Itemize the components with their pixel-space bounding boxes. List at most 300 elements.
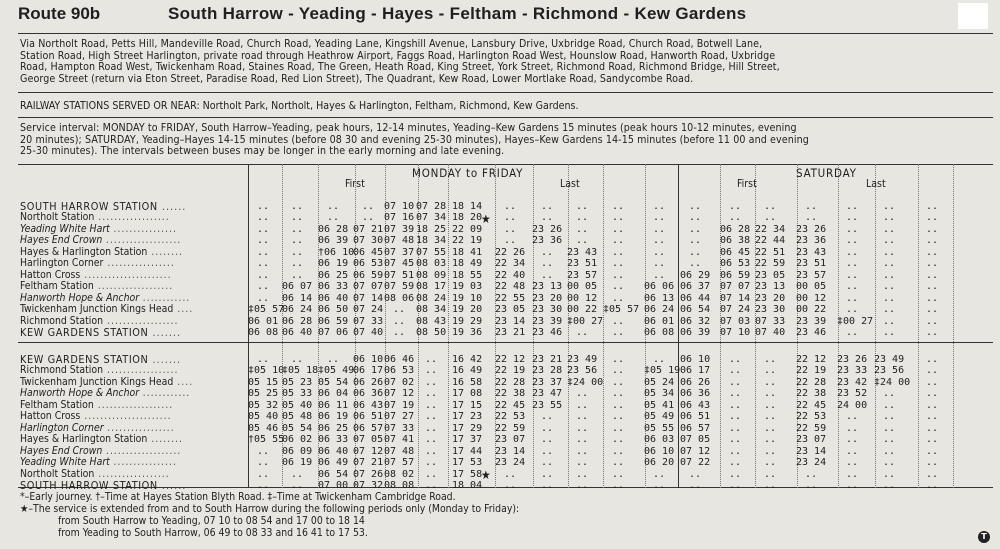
time-cell: ..	[611, 258, 625, 270]
time-cell: ..	[290, 269, 304, 281]
time-cell: ..	[611, 235, 625, 247]
time-cell: ..	[728, 422, 742, 434]
time-cell: 07 40	[755, 326, 786, 338]
stop-label	[20, 388, 191, 399]
time-cell: 22 59	[495, 422, 526, 434]
time-cell: ..	[688, 468, 702, 480]
time-cell: 06 38	[720, 235, 751, 247]
time-cell: 17 53	[452, 457, 483, 469]
time-cell: ..	[652, 258, 666, 270]
time-cell: 23 24	[495, 457, 526, 469]
time-cell: ..	[804, 479, 818, 491]
time-cell: ..	[845, 434, 859, 446]
time-cell: ..	[540, 445, 554, 457]
time-cell: 05 55	[644, 422, 675, 434]
time-cell: 22 48	[495, 281, 526, 293]
time-cell: 06 40	[318, 292, 349, 304]
stop-name: Hayes End Crown	[20, 234, 103, 247]
time-cell: ..	[424, 388, 438, 400]
time-cell: ..	[611, 365, 625, 377]
time-cell: ..	[611, 269, 625, 281]
stop-name: KEW GARDENS STATION	[20, 353, 149, 366]
time-cell: ..	[503, 201, 517, 212]
time-cell: ..	[361, 212, 375, 224]
time-cell: 23 05	[755, 269, 786, 281]
stop-label	[20, 400, 173, 411]
stop-label	[20, 258, 175, 269]
via-text	[20, 39, 995, 85]
railway-rule	[18, 117, 993, 118]
time-cell: ..	[925, 326, 939, 338]
stop-label	[20, 281, 173, 292]
time-cell: ..	[611, 354, 625, 365]
time-cell: ..	[882, 411, 896, 423]
time-cell: 07 57	[384, 457, 415, 469]
time-cell: 07 27	[384, 411, 415, 423]
time-cell: ..	[290, 354, 304, 365]
time-cell: ..	[845, 246, 859, 258]
time-cell: 23 05	[495, 304, 526, 316]
stop-name: Yeading White Hart	[20, 456, 110, 469]
time-cell: ..	[688, 479, 702, 491]
time-cell: 23 51	[796, 258, 827, 270]
time-cell: ..	[882, 258, 896, 270]
time-cell: 23 39	[532, 315, 563, 327]
time-cell: 22 34	[495, 258, 526, 270]
time-cell: ..	[882, 304, 896, 316]
time-cell: 23 42	[837, 376, 868, 388]
time-cell: ..	[361, 201, 375, 212]
time-cell: 18 55	[452, 269, 483, 281]
time-cell: ..	[575, 422, 589, 434]
time-cell: 17 44	[452, 445, 483, 457]
time-cell: ..	[611, 388, 625, 400]
time-cell: ..	[728, 365, 742, 377]
time-cell: 07 07	[353, 281, 384, 293]
time-cell: 23 26	[532, 223, 563, 235]
time-cell: ..	[611, 479, 625, 491]
time-cell: 05 41	[644, 399, 675, 411]
time-cell: ..	[424, 479, 438, 491]
time-cell: 23 43	[796, 246, 827, 258]
star-marker: ★	[481, 468, 491, 482]
leader-dots: ..................	[103, 364, 179, 377]
time-cell: 07 24	[353, 304, 384, 316]
time-cell: ..	[845, 411, 859, 423]
time-cell: 06 01	[644, 315, 675, 327]
time-cell: ..	[728, 354, 742, 365]
time-cell: †05 55	[248, 434, 285, 446]
direction-divider	[18, 342, 993, 343]
time-cell: ..	[392, 304, 406, 316]
time-cell: 06 06	[644, 281, 675, 293]
stop-name: SOUTH HARROW STATION	[20, 478, 158, 492]
stop-label	[20, 377, 193, 388]
time-cell: 07 03	[720, 315, 751, 327]
time-cell: ‡05 19	[644, 365, 681, 377]
time-cell: 22 09	[452, 223, 483, 235]
time-cell: ..	[763, 354, 777, 365]
time-cell: 06 54	[318, 468, 349, 480]
time-cell: 07 14	[353, 292, 384, 304]
header	[18, 4, 948, 28]
time-cell: 22 53	[796, 411, 827, 423]
time-cell: ..	[575, 457, 589, 469]
service-line: 25-30 minutes). The intervals between buses may be longer in the early morning and late evening.	[20, 145, 505, 158]
time-cell: 05 24	[644, 376, 675, 388]
time-cell: 06 28	[720, 223, 751, 235]
time-cell: ..	[652, 479, 666, 491]
time-cell: ..	[424, 422, 438, 434]
time-cell: 06 45	[720, 246, 751, 258]
time-cell: 00 05	[567, 281, 598, 293]
time-cell: ..	[392, 326, 406, 338]
time-cell: 23 43	[567, 246, 598, 258]
time-cell: 06 53	[384, 365, 415, 377]
time-cell: 23 57	[796, 269, 827, 281]
stop-label	[20, 423, 175, 434]
time-cell: ..	[882, 388, 896, 400]
time-cell: ..	[804, 212, 818, 224]
time-cell: 07 06	[318, 326, 349, 338]
time-cell: ..	[503, 235, 517, 247]
stop-name: Northolt Station	[20, 467, 95, 480]
time-cell: 06 10	[353, 354, 384, 365]
time-cell: ..	[575, 326, 589, 338]
time-cell: ..	[540, 258, 554, 270]
time-cell: 23 37	[532, 376, 563, 388]
time-cell: ..	[424, 354, 438, 365]
time-cell: 19 29	[452, 315, 483, 327]
time-cell: 16 58	[452, 376, 483, 388]
time-cell: 07 05	[353, 434, 384, 446]
time-cell: ..	[882, 246, 896, 258]
leader-dots: ...................	[102, 234, 182, 247]
time-cell: 07 37	[384, 246, 415, 258]
time-cell: 08 08	[384, 479, 415, 491]
time-cell: 05 46	[248, 422, 279, 434]
time-cell: 23 51	[567, 258, 598, 270]
time-cell: ..	[882, 457, 896, 469]
leader-dots: ....	[173, 303, 194, 316]
time-cell: ‡05 57	[248, 304, 285, 316]
stop-name: Hanworth Hope & Anchor	[20, 291, 140, 304]
leader-dots: ......................	[80, 268, 172, 281]
time-cell: ..	[925, 479, 939, 491]
time-cell: 22 38	[495, 388, 526, 400]
time-cell: ..	[845, 269, 859, 281]
transport-logo: T	[978, 531, 990, 543]
time-cell: 06 59	[720, 269, 751, 281]
time-cell: ..	[326, 354, 340, 365]
time-cell: 23 56	[567, 365, 598, 377]
time-cell: 22 28	[495, 376, 526, 388]
time-cell: 24 00	[837, 399, 868, 411]
time-cell: 07 16	[384, 212, 415, 224]
time-cell: ..	[728, 411, 742, 423]
time-cell: 07 00	[318, 479, 349, 491]
time-cell: ..	[925, 246, 939, 258]
leader-dots: ......	[157, 478, 187, 492]
time-cell: 23 30	[532, 304, 563, 316]
time-cell: 06 19	[282, 457, 313, 469]
time-cell: 06 33	[318, 281, 349, 293]
time-cell: ..	[882, 422, 896, 434]
time-cell: †06 10	[318, 246, 355, 258]
leader-dots: ....	[173, 375, 194, 388]
time-cell: ..	[882, 223, 896, 235]
time-cell: ..	[540, 212, 554, 224]
time-cell: ..	[804, 201, 818, 212]
time-cell: 22 45	[495, 399, 526, 411]
time-cell: 22 19	[495, 365, 526, 377]
time-cell: 07 33	[384, 422, 415, 434]
time-cell: ..	[424, 434, 438, 446]
time-cell: ..	[256, 235, 270, 247]
time-cell: ..	[290, 246, 304, 258]
time-cell: 23 36	[796, 235, 827, 247]
time-cell: ..	[424, 445, 438, 457]
footnote-southbound-period: from South Harrow to Yeading, 07 10 to 08 54 and 17 00 to 18 14	[58, 515, 365, 527]
time-cell: 07 24	[720, 304, 751, 316]
time-cell: ..	[882, 212, 896, 224]
time-cell: ..	[882, 292, 896, 304]
time-cell: 17 29	[452, 422, 483, 434]
time-cell: 22 55	[495, 292, 526, 304]
time-cell: 22 44	[755, 235, 786, 247]
time-cell: 22 28	[796, 376, 827, 388]
stop-name: KEW GARDENS STATION	[20, 325, 149, 339]
time-cell: ..	[256, 258, 270, 270]
stop-name: Northolt Station	[20, 211, 95, 224]
time-cell: ..	[882, 235, 896, 247]
time-cell: 06 37	[680, 281, 711, 293]
stop-label	[20, 365, 178, 376]
time-cell: 06 19	[318, 258, 349, 270]
time-cell: ..	[925, 269, 939, 281]
time-cell: 23 26	[837, 354, 868, 365]
time-cell: 23 46	[796, 326, 827, 338]
time-cell: 06 29	[680, 269, 711, 281]
time-cell: ..	[290, 212, 304, 224]
time-cell: ..	[763, 388, 777, 400]
time-cell: ..	[611, 281, 625, 293]
time-cell: ..	[882, 468, 896, 480]
time-cell: ..	[925, 399, 939, 411]
leader-dots: ......................	[80, 410, 172, 423]
time-cell: 23 20	[532, 292, 563, 304]
time-cell: 00 05	[796, 281, 827, 293]
time-cell: 06 49	[318, 457, 349, 469]
time-cell: ..	[540, 422, 554, 434]
stop-name: Harlington Corner	[20, 421, 104, 434]
time-cell: 06 54	[680, 304, 711, 316]
stop-name: Yeading White Hart	[20, 222, 110, 235]
time-cell: ..	[728, 457, 742, 469]
time-cell: ‡05 49	[318, 365, 355, 377]
stop-label	[20, 224, 177, 235]
time-cell: 23 21	[495, 326, 526, 338]
time-cell: 06 50	[318, 304, 349, 316]
time-cell: ..	[728, 212, 742, 224]
time-cell: ..	[925, 422, 939, 434]
time-cell: ..	[763, 411, 777, 423]
time-cell: ..	[611, 212, 625, 224]
time-cell: 06 03	[644, 434, 675, 446]
time-cell: ..	[611, 292, 625, 304]
time-cell: 23 13	[755, 281, 786, 293]
time-cell: ..	[256, 223, 270, 235]
leader-dots: ................	[109, 456, 178, 469]
leader-dots: ........	[147, 245, 184, 258]
time-cell: 06 13	[644, 292, 675, 304]
time-cell: ..	[652, 468, 666, 480]
time-cell: 18 20	[452, 212, 483, 224]
time-cell: 18 49	[452, 258, 483, 270]
leader-dots: ............	[139, 387, 191, 400]
time-cell: ..	[882, 315, 896, 327]
time-cell: ..	[611, 411, 625, 423]
time-cell: ‡05 10	[248, 365, 285, 377]
time-cell: ..	[652, 223, 666, 235]
time-cell: ..	[845, 468, 859, 480]
time-cell: 23 30	[755, 304, 786, 316]
time-cell: ..	[575, 212, 589, 224]
stop-name: Hatton Cross	[20, 268, 81, 281]
time-cell: ..	[575, 223, 589, 235]
time-cell: ..	[575, 434, 589, 446]
time-cell: 22 53	[495, 411, 526, 423]
time-cell: ..	[256, 201, 270, 212]
time-cell: 23 24	[796, 457, 827, 469]
time-cell: 23 28	[532, 365, 563, 377]
leader-dots: ............	[139, 291, 191, 304]
time-cell: ..	[763, 479, 777, 491]
time-cell: 05 34	[644, 388, 675, 400]
time-cell: 06 17	[680, 365, 711, 377]
time-cell: ..	[882, 326, 896, 338]
time-cell: ..	[575, 479, 589, 491]
stop-name: Feltham Station	[20, 398, 94, 411]
time-cell: ..	[256, 468, 270, 480]
time-cell: 17 37	[452, 434, 483, 446]
time-cell: 05 33	[282, 388, 313, 400]
stop-label	[20, 457, 177, 468]
stop-label	[20, 434, 183, 445]
time-cell: 05 32	[248, 399, 279, 411]
time-cell: 22 19	[452, 235, 483, 247]
time-cell: ..	[611, 422, 625, 434]
stop-label	[20, 327, 181, 338]
time-cell: ..	[763, 434, 777, 446]
time-cell: 22 26	[495, 246, 526, 258]
stop-label	[20, 235, 182, 246]
stop-name: Feltham Station	[20, 280, 94, 293]
time-cell: ..	[925, 445, 939, 457]
time-cell: ..	[503, 468, 517, 480]
time-cell: 06 40	[318, 445, 349, 457]
time-cell: 07 22	[680, 457, 711, 469]
time-cell: 23 07	[495, 434, 526, 446]
time-cell: ..	[728, 376, 742, 388]
time-cell: 07 39	[384, 223, 415, 235]
time-cell: 06 14	[282, 292, 313, 304]
time-cell: 06 51	[353, 411, 384, 423]
stop-name: Harlington Corner	[20, 257, 104, 270]
time-cell: ..	[575, 235, 589, 247]
time-cell: ..	[688, 223, 702, 235]
leader-dots: ..................	[103, 314, 179, 327]
footnote-keys: *–Early journey. †–Time at Hayes Station Blyth Road. ‡–Time at Twickenham Cambridge Road.	[20, 491, 456, 503]
time-cell: ..	[575, 388, 589, 400]
time-cell: 05 48	[282, 411, 313, 423]
time-cell: 06 26	[353, 376, 384, 388]
stop-name: Hayes End Crown	[20, 444, 103, 457]
time-cell: 07 02	[384, 376, 415, 388]
time-cell: 23 47	[532, 388, 563, 400]
time-cell: 23 26	[796, 223, 827, 235]
time-cell: 07 45	[384, 258, 415, 270]
time-cell: 06 36	[680, 388, 711, 400]
time-cell: 06 28	[282, 315, 313, 327]
time-cell: ..	[763, 468, 777, 480]
leader-dots: .................	[103, 257, 175, 270]
time-cell: ..	[503, 479, 517, 491]
time-cell: ..	[540, 457, 554, 469]
time-cell: 06 26	[680, 376, 711, 388]
time-cell: 19 03	[452, 281, 483, 293]
time-cell: 06 07	[282, 281, 313, 293]
time-cell: 06 39	[680, 326, 711, 338]
time-cell: ..	[925, 292, 939, 304]
time-cell: ..	[688, 258, 702, 270]
time-cell: 07 12	[680, 445, 711, 457]
time-cell: ..	[540, 434, 554, 446]
time-cell: 22 40	[495, 269, 526, 281]
time-cell: ..	[290, 468, 304, 480]
weekday-first-heading: First	[345, 178, 365, 190]
time-cell: 08 02	[384, 468, 415, 480]
time-cell: ..	[925, 388, 939, 400]
time-cell: ..	[925, 434, 939, 446]
time-cell: 07 59	[384, 281, 415, 293]
time-cell: ..	[925, 304, 939, 316]
leader-dots: ......	[157, 200, 187, 213]
time-cell: ..	[845, 292, 859, 304]
time-cell: ..	[256, 246, 270, 258]
time-cell: ..	[882, 269, 896, 281]
time-cell: ..	[925, 365, 939, 377]
route-number: Route 90b	[18, 4, 101, 23]
time-cell: ..	[728, 468, 742, 480]
time-cell: ..	[845, 201, 859, 212]
stop-label	[20, 446, 182, 457]
time-cell: ..	[652, 269, 666, 281]
time-cell: ..	[611, 376, 625, 388]
weekday-heading: MONDAY to FRIDAY	[412, 166, 524, 180]
leader-dots: .......	[148, 353, 182, 366]
time-cell: ..	[925, 354, 939, 365]
time-cell: 06 46	[384, 354, 415, 365]
time-cell: 07 07	[720, 281, 751, 293]
time-cell: 06 40	[282, 326, 313, 338]
time-cell: ..	[845, 223, 859, 235]
column-rule	[448, 164, 449, 488]
leader-dots: ..................	[94, 211, 170, 224]
time-cell: ..	[688, 235, 702, 247]
time-cell: 07 33	[353, 315, 384, 327]
time-cell: ..	[503, 223, 517, 235]
